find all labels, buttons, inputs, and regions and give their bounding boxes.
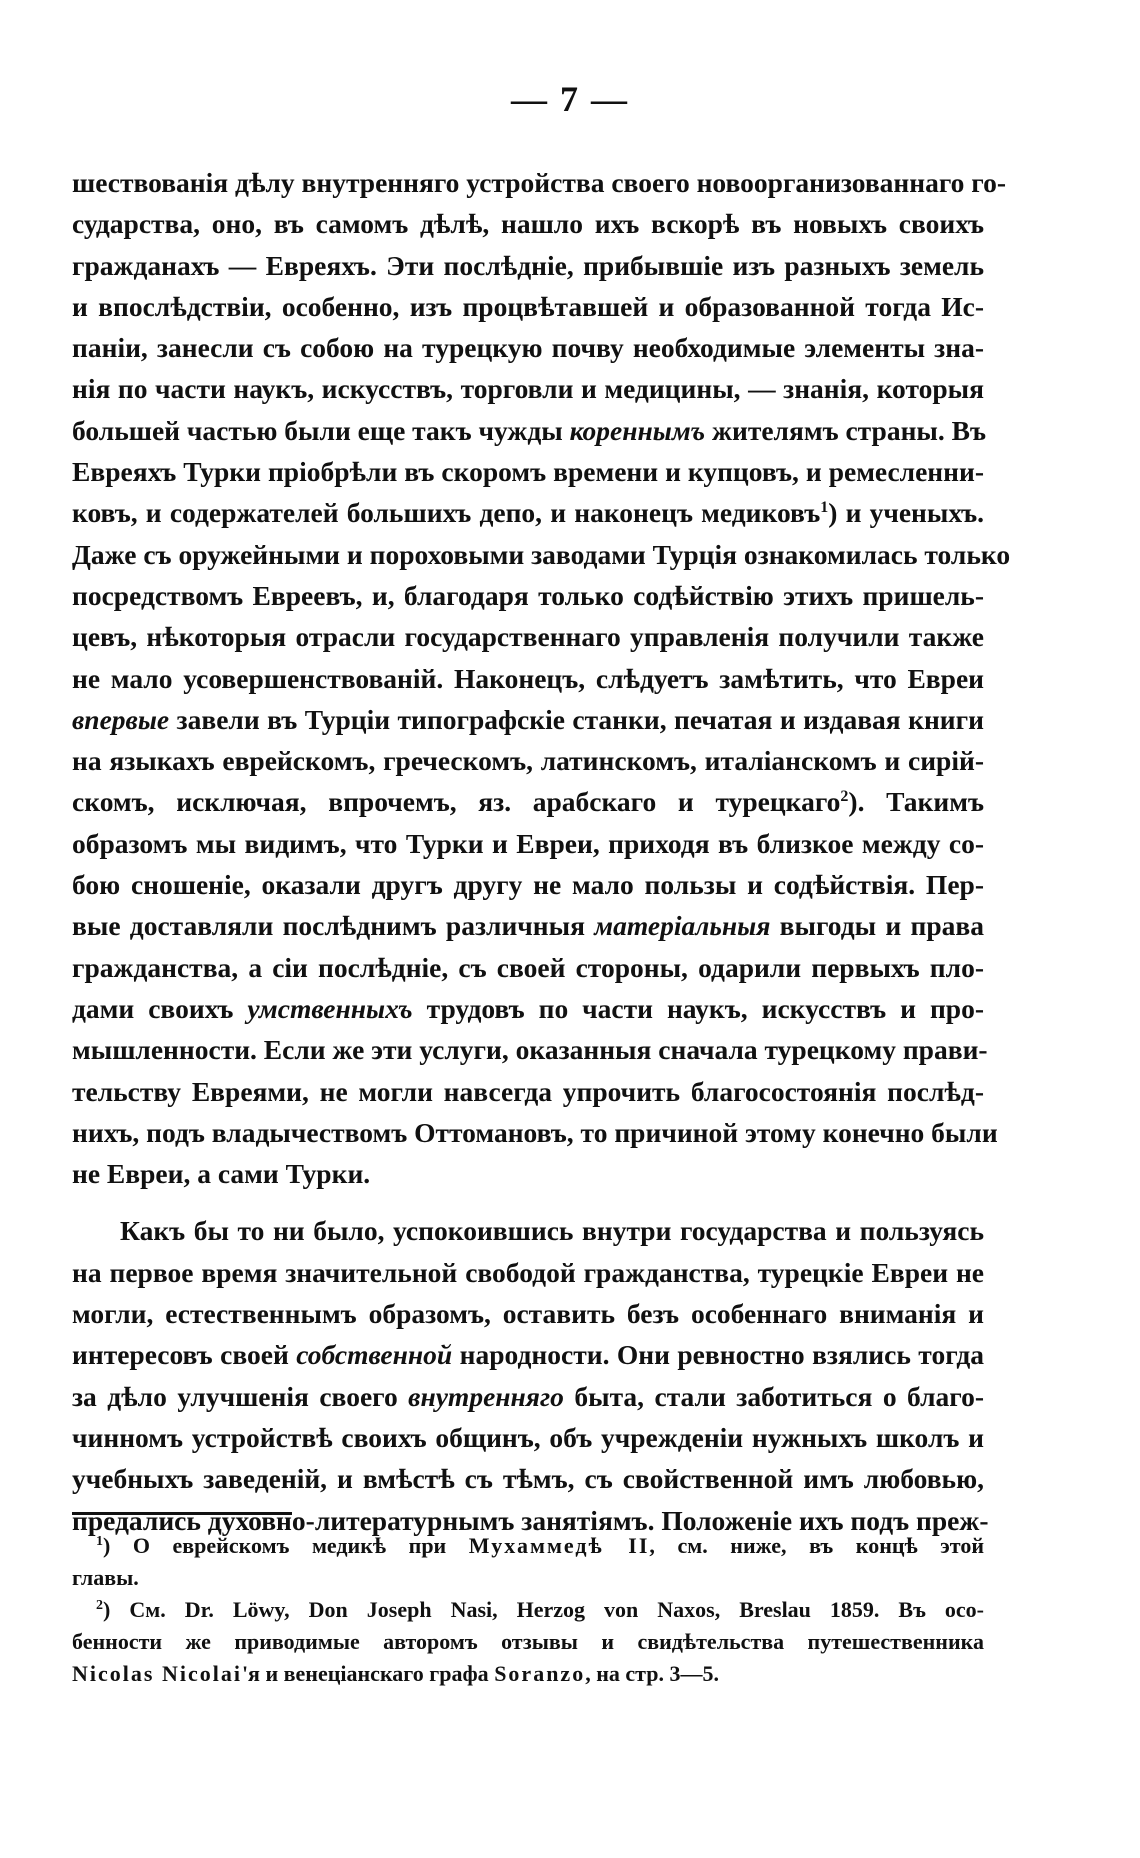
text-run: Nicolas Nicolai (72, 1661, 242, 1686)
footnote-marker: 1 (96, 1534, 103, 1549)
text-run: быта, стали заботиться о благо- (563, 1380, 984, 1412)
text-line: посредствомъ Евреевъ, и, благодаря только содѣйствію этихъ пришель- (72, 579, 984, 611)
italic-term: собственной (296, 1339, 453, 1371)
text-line: нія по части наукъ, искусствъ, торговли и медицины, — знанія, которыя (72, 373, 984, 405)
text-line: паніи, занесли съ собою на турецкую почву необходимые элементы зна- (72, 332, 984, 364)
italic-term: умственныхъ (247, 992, 413, 1024)
italic-term: кореннымъ (569, 414, 706, 446)
text-line (72, 699, 984, 740)
paragraph-1 (72, 162, 1011, 1194)
text-line (72, 988, 984, 1029)
italic-term: внутренняго (408, 1380, 564, 1412)
text-line: не Евреи, а сами Турки. (72, 1158, 371, 1190)
text-line: на первое время значительной свободой гражданства, турецкіе Евреи не (72, 1256, 984, 1288)
text-run: ). Такимъ (848, 786, 984, 818)
footnote-1 (72, 1530, 984, 1594)
text-line: Даже съ оружейными и пороховыми заводами Турція ознакомилась только (72, 538, 1011, 570)
footnote-2 (72, 1594, 984, 1690)
text-run: жителямъ страны. Въ (705, 414, 987, 446)
text-line: гражданства, а сіи послѣдніе, съ своей стороны, одарили первыхъ пло- (72, 951, 984, 983)
text-run: большей частью были еще такъ чужды (72, 414, 570, 446)
text-line (72, 410, 987, 451)
text-run: , см. ниже, въ концѣ этой (649, 1533, 984, 1558)
text-run: выгоды и права (770, 910, 984, 942)
text-line: сударства, оно, въ самомъ дѣлѣ, нашло ихъ вскорѣ въ новыхъ своихъ (72, 208, 984, 240)
text-line: чинномъ устройствѣ своихъ общинъ, объ учрежденіи нужныхъ школъ и (72, 1421, 984, 1453)
text-line: предались духовно-литературнымъ занятіямъ. Положеніе ихъ подъ преж- (72, 1504, 989, 1536)
text-run: ковъ, и содержателей большихъ депо, и наконецъ медиковъ (72, 497, 821, 529)
text-line: шествованія дѣлу внутренняго устройства своего новоорганизованнаго го- (72, 167, 1007, 198)
text-run: за дѣло улучшенія своего (72, 1380, 409, 1412)
text-line: не мало усовершенствованій. Наконецъ, слѣдуетъ замѣтить, что Евреи (72, 662, 984, 694)
text-line: цевъ, нѣкоторыя отрасли государственнаго управленія получили также (72, 621, 984, 653)
text-line: гражданахъ — Евреяхъ. Эти послѣдніе, прибывшіе изъ разныхъ земель (72, 249, 984, 281)
text-line: учебныхъ заведеній, и вмѣстѣ съ тѣмъ, съ свойственной имъ любовью, (72, 1463, 984, 1495)
footnote-line (72, 1594, 984, 1626)
text-line (72, 781, 984, 822)
text-line: мышленности. Если же эти услуги, оказанныя сначала турецкому прави- (72, 1034, 988, 1066)
footnote-divider (72, 1512, 292, 1515)
body-text (72, 162, 1011, 1541)
text-line: нихъ, подъ владычествомъ Оттомановъ, то причиной этому конечно были (72, 1116, 998, 1148)
text-run: ) и ученыхъ. (828, 497, 984, 529)
footnote-marker: 2 (96, 1598, 103, 1613)
footnote-line: главы. (72, 1565, 139, 1590)
text-run: Soranzo (494, 1661, 586, 1686)
footnote-line: бенности же приводимые авторомъ отзывы и свидѣтельства путешественника (72, 1629, 984, 1654)
text-run: , на стр. 3—5. (585, 1661, 719, 1686)
text-run: ) См. Dr. Löwy, Don Joseph Nasi, Herzog von Naxos, Breslau 1859. Въ осо- (103, 1597, 984, 1622)
footnote-ref-2: 2 (840, 788, 849, 806)
text-run: скомъ, исключая, впрочемъ, яз. арабскаго и турецкаго (72, 786, 841, 818)
italic-term: матеріальныя (594, 910, 771, 942)
text-run: дами своихъ (72, 992, 248, 1024)
text-line (72, 492, 984, 533)
text-line (72, 1376, 984, 1417)
text-line: образомъ мы видимъ, что Турки и Евреи, приходя въ близкое между со- (72, 827, 984, 859)
text-run: ) О еврейскомъ медикѣ при (103, 1533, 469, 1558)
footnote-line (72, 1658, 984, 1690)
text-line: на языкахъ еврейскомъ, греческомъ, латинскомъ, италіанскомъ и сирій- (72, 745, 984, 777)
text-line: Какъ бы то ни было, успокоившись внутри государства и пользуясь (120, 1215, 984, 1247)
paragraph-2 (72, 1210, 989, 1540)
paragraph-gap (72, 1194, 984, 1210)
italic-term: впервые (72, 703, 170, 735)
text-line: и впослѣдствіи, особенно, изъ процвѣтавшей и образованной тогда Ис- (72, 290, 984, 322)
text-line: бою сношеніе, оказали другъ другу не мало пользы и содѣйствія. Пер- (72, 869, 984, 901)
text-run: вые доставляли послѣднимъ различныя (72, 910, 595, 942)
text-line: тельству Евреями, не могли навсегда упрочить благосостоянія послѣд- (72, 1075, 984, 1107)
text-line (72, 905, 984, 946)
page-number: — 7 — (511, 79, 629, 119)
footnote-ref-1: 1 (820, 499, 829, 517)
footnote-line (72, 1530, 984, 1562)
text-line: могли, естественнымъ образомъ, оставить безъ особеннаго вниманія и (72, 1298, 984, 1330)
text-line: Евреяхъ Турки пріобрѣли въ скоромъ времени и купцовъ, и ремесленни- (72, 456, 984, 488)
text-run: завели въ Турціи типографскіе станки, печатая и издавая книги (169, 703, 984, 735)
text-run: интересовъ своей (72, 1339, 297, 1371)
text-line (72, 1334, 984, 1375)
text-run: трудовъ по части наукъ, искусствъ и про- (412, 992, 984, 1024)
text-run: Мухаммедѣ II (468, 1533, 650, 1558)
footnotes (72, 1530, 984, 1690)
text-run: народности. Они ревностно взялись тогда (452, 1339, 984, 1371)
text-run: 'я и венеціанскаго графа (241, 1661, 495, 1686)
